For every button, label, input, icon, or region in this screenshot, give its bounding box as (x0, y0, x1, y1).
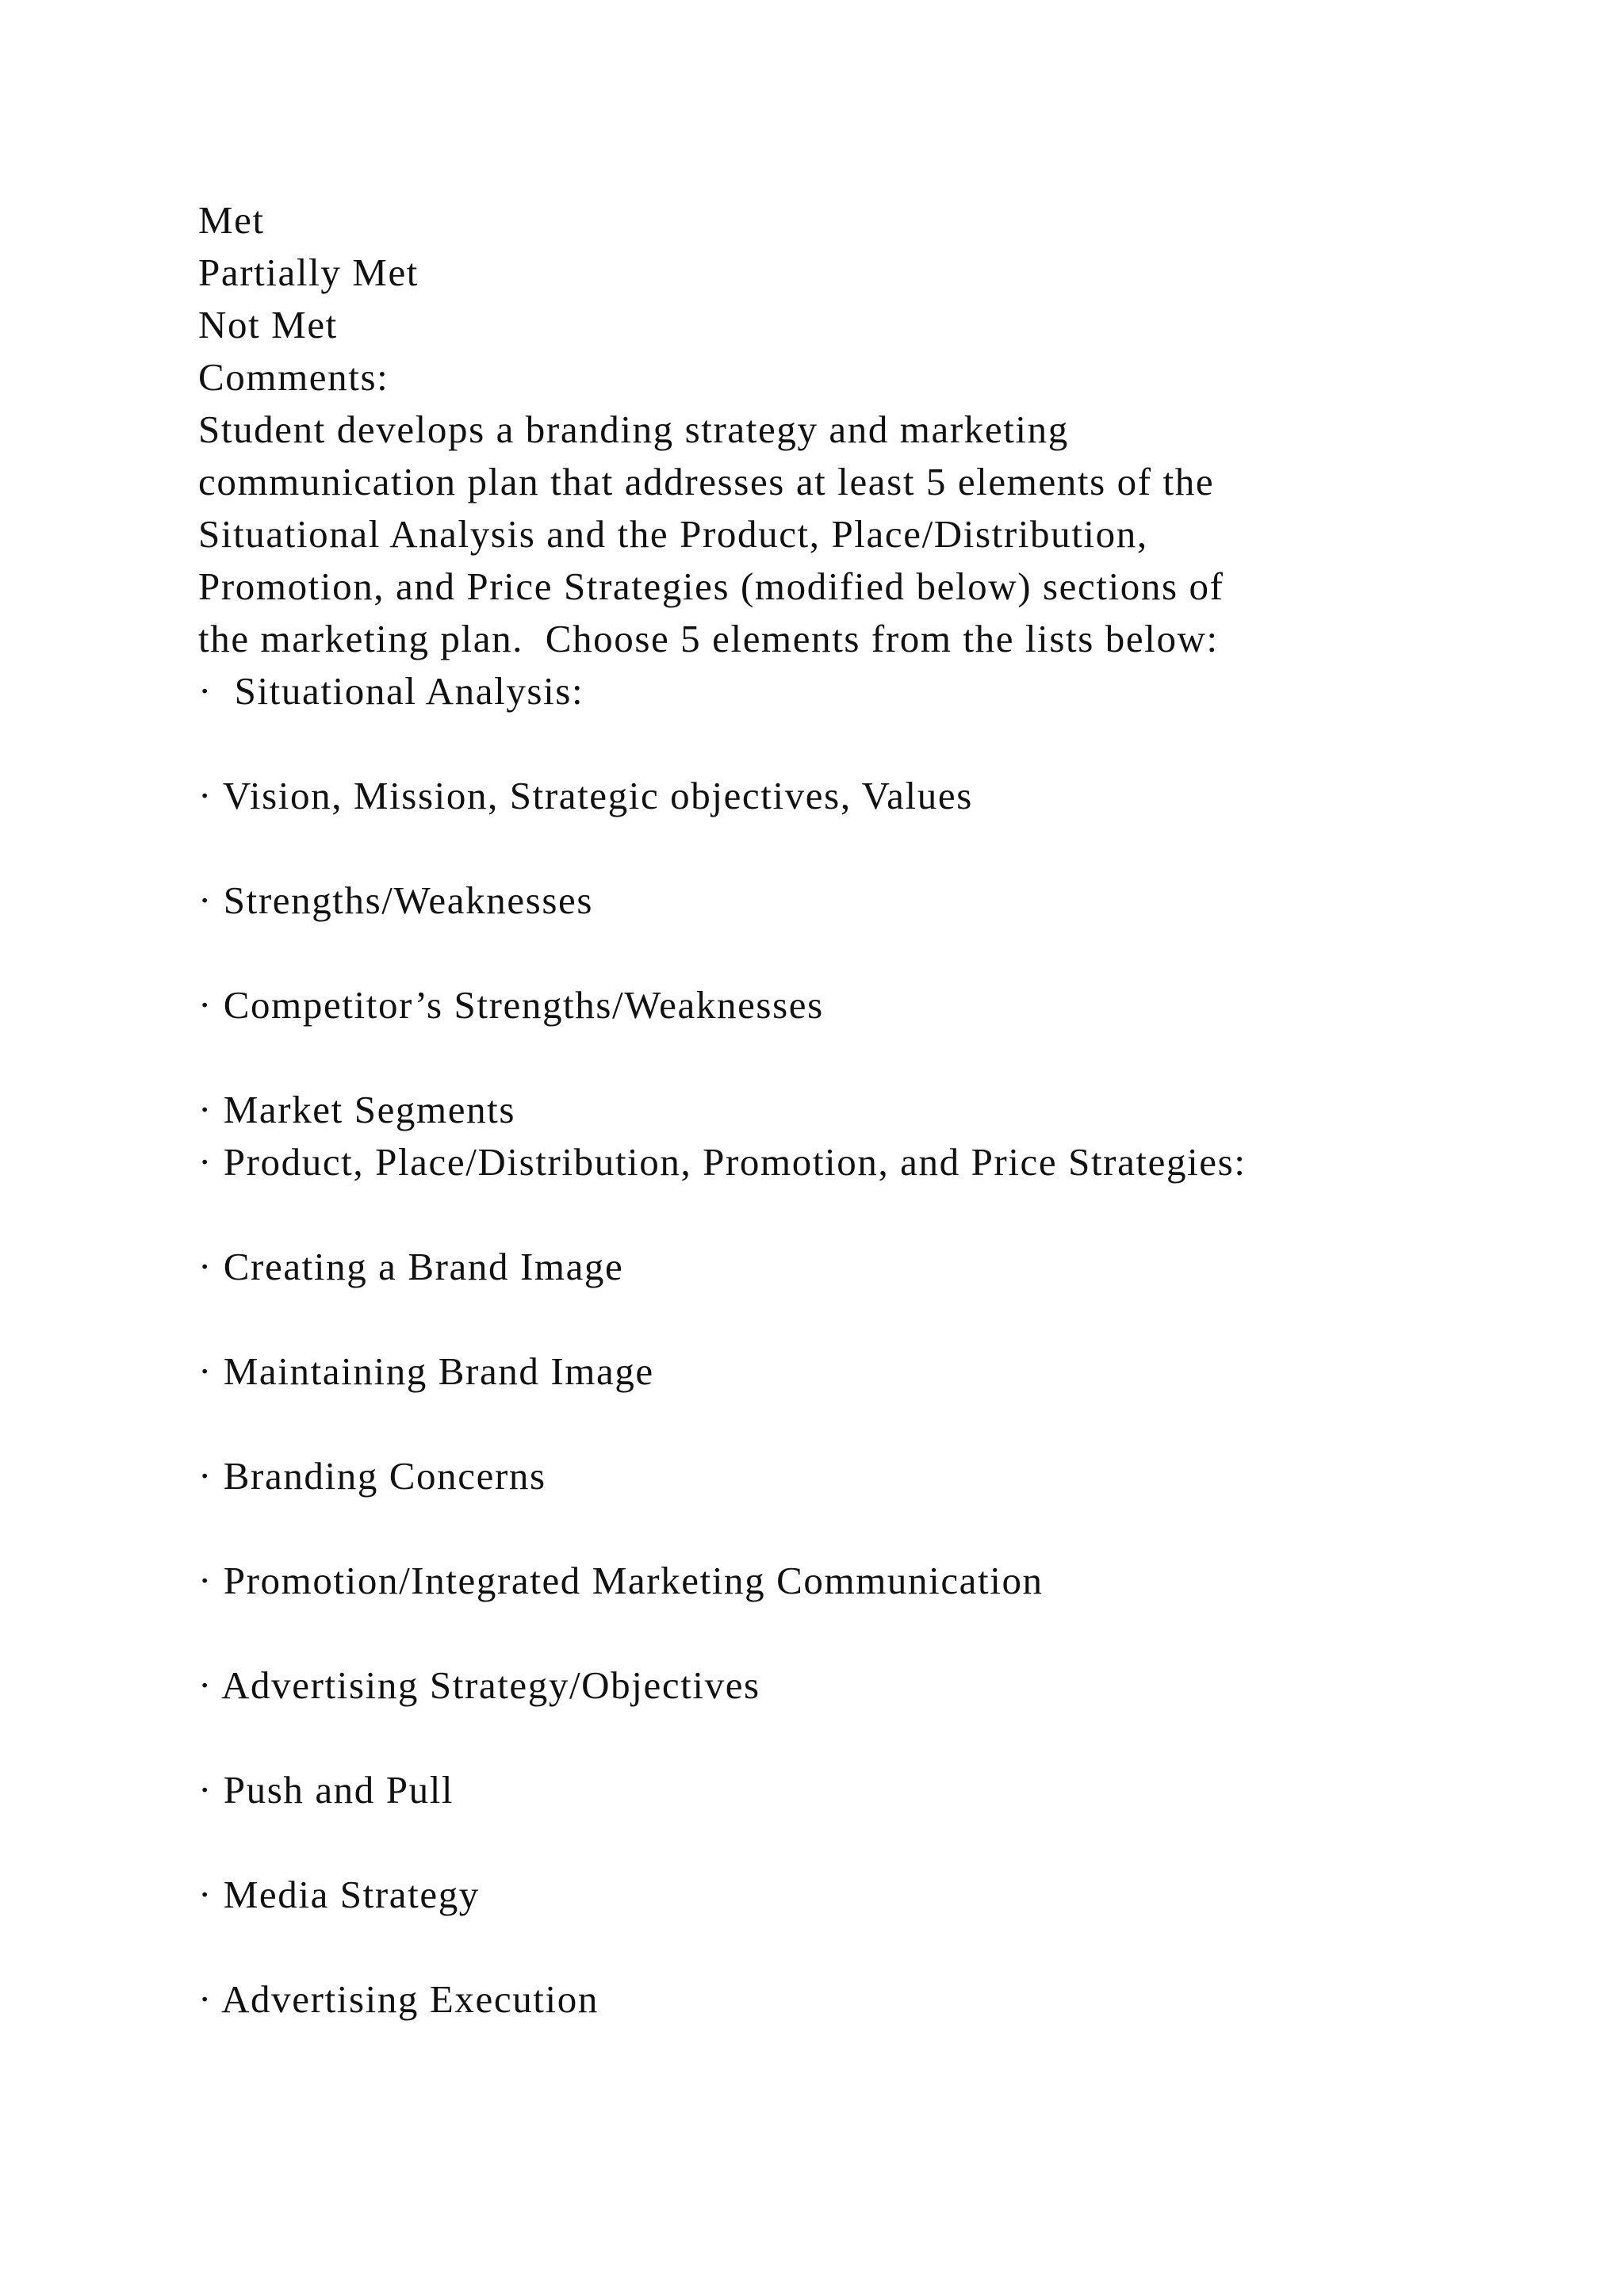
list-item: · Advertising Execution (198, 1977, 599, 2021)
criterion-line: Situational Analysis and the Product, Place/Distribution, (198, 512, 1148, 556)
spacer (198, 1816, 1546, 1869)
list-item: · Market Segments (198, 1088, 516, 1131)
spacer (198, 1712, 1546, 1764)
spacer (198, 1921, 1546, 1973)
list-item: · Maintaining Brand Image (198, 1349, 654, 1393)
spacer (198, 1607, 1546, 1659)
list-item: · Creating a Brand Image (198, 1245, 624, 1288)
rating-option-met: Met (198, 198, 265, 242)
list-item: · Promotion/Integrated Marketing Communication (198, 1559, 1044, 1602)
list-item: · Media Strategy (198, 1873, 480, 1916)
criterion-line: Promotion, and Price Strategies (modified below) sections of (198, 564, 1224, 608)
strategies-heading: · Product, Place/Distribution, Promotion, and Price Strategies: (198, 1140, 1247, 1184)
comments-label: Comments: (198, 355, 389, 399)
document-body (198, 194, 1546, 2026)
rating-option-partially-met: Partially Met (198, 251, 419, 294)
criterion-line: communication plan that addresses at least 5 elements of the (198, 460, 1215, 503)
list-item: · Vision, Mission, Strategic objectives, Values (198, 774, 973, 817)
criterion-line: the marketing plan. Choose 5 elements from the lists below: (198, 617, 1219, 660)
spacer (198, 1031, 1546, 1084)
rating-option-not-met: Not Met (198, 303, 338, 346)
list-item: · Push and Pull (198, 1768, 454, 1812)
spacer (198, 1398, 1546, 1450)
list-item: · Strengths/Weaknesses (198, 878, 594, 922)
criterion-line: Student develops a branding strategy and marketing (198, 408, 1069, 451)
spacer (198, 1188, 1546, 1241)
spacer (198, 1293, 1546, 1345)
spacer (198, 822, 1546, 874)
list-item: · Branding Concerns (198, 1454, 546, 1498)
list-item: · Competitor’s Strengths/Weaknesses (198, 983, 824, 1027)
spacer (198, 1502, 1546, 1555)
spacer (198, 718, 1546, 770)
list-item: · Advertising Strategy/Objectives (198, 1663, 760, 1707)
situational-analysis-heading: · Situational Analysis: (198, 669, 584, 713)
spacer (198, 927, 1546, 979)
